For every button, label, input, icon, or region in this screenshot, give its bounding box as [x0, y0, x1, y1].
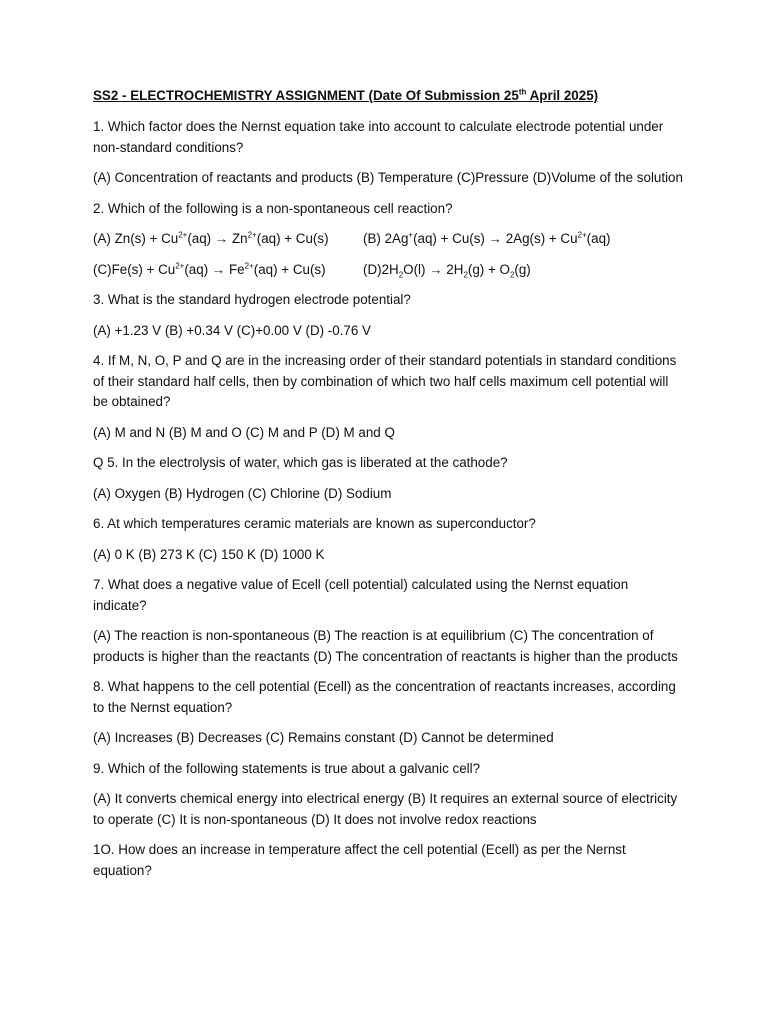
question-3-options: (A) +1.23 V (B) +0.34 V (C)+0.00 V (D) -0.76 V	[93, 322, 371, 338]
question-9-options: (A) It converts chemical energy into electrical energy (B) It requires an external source of electricity to operate (C) It is non-spontaneous (D) It does not involve redox reactions	[93, 791, 678, 827]
question-1: 1. Which factor does the Nernst equation take into account to calculate electrode potential under non-standard conditions?	[93, 119, 664, 155]
document-body	[93, 86, 683, 891]
question-4: 4. If M, N, O, P and Q are in the increasing order of their standard potentials in standard conditions of their standard half cells, then by combination of which two half cells maximum cell potential will be obtained?	[93, 353, 677, 409]
question-5: Q 5. In the electrolysis of water, which gas is liberated at the cathode?	[93, 455, 508, 470]
question-2-options-row-2	[93, 260, 683, 281]
question-4-options: (A) M and N (B) M and O (C) M and P (D) M and Q	[93, 424, 395, 440]
question-2-option-a: (A) $Zn(s) + Cu^{2+}(aq) \to Zn^{2+}(aq) + Cu(s)$	[93, 230, 329, 246]
question-9: 9. Which of the following statements is true about a galvanic cell?	[93, 760, 481, 776]
question-5-options: (A) Oxygen (B) Hydrogen (C) Chlorine (D) Sodium	[93, 485, 392, 501]
question-3: 3. What is the standard hydrogen electrode potential?	[93, 292, 411, 307]
question-1-options: (A) Concentration of reactants and products (B) Temperature (C)Pressure (D)Volume of the solution	[93, 170, 683, 185]
question-2: 2. Which of the following is a non-spontaneous cell reaction?	[93, 200, 453, 216]
question-2-option-c: $(C)Fe(s) + Cu^{2+}(aq) \to Fe^{2+}(aq) + Cu(s)$	[93, 261, 326, 277]
question-6: 6. At which temperatures ceramic materials are known as superconductor?	[93, 516, 536, 531]
question-8-options: (A) Increases (B) Decreases (C) Remains constant (D) Cannot be determined	[93, 730, 554, 745]
question-2-option-b: (B) $2Ag^+(aq) + Cu(s) \to 2Ag(s) + Cu^{2+}(aq)$	[363, 230, 611, 246]
question-2-options-row-1	[93, 229, 683, 250]
question-8: 8. What happens to the cell potential (Ecell) as the concentration of reactants increases, according to the Nernst equation?	[93, 679, 676, 715]
question-7-options: (A) The reaction is non-spontaneous (B) The reaction is at equilibrium (C) The concentration of products is higher than the reactants (D) The concentration of reactants is higher than the products	[93, 628, 678, 664]
question-7: 7. What does a negative value of Ecell (cell potential) calculated using the Nernst equation indicate?	[93, 577, 629, 613]
question-6-options: (A) 0 K (B) 273 K (C) 150 K (D) 1000 K	[93, 546, 325, 562]
document-title: SS2 - ELECTROCHEMISTRY ASSIGNMENT (Date Of Submission 25th April 2025)	[93, 87, 599, 103]
question-2-option-d: $(D)2H_2O(l) \to 2H_2(g) + O_2(g)$	[363, 261, 531, 280]
question-10: 1O. How does an increase in temperature affect the cell potential (Ecell) as per the Nernst equation?	[93, 842, 626, 878]
